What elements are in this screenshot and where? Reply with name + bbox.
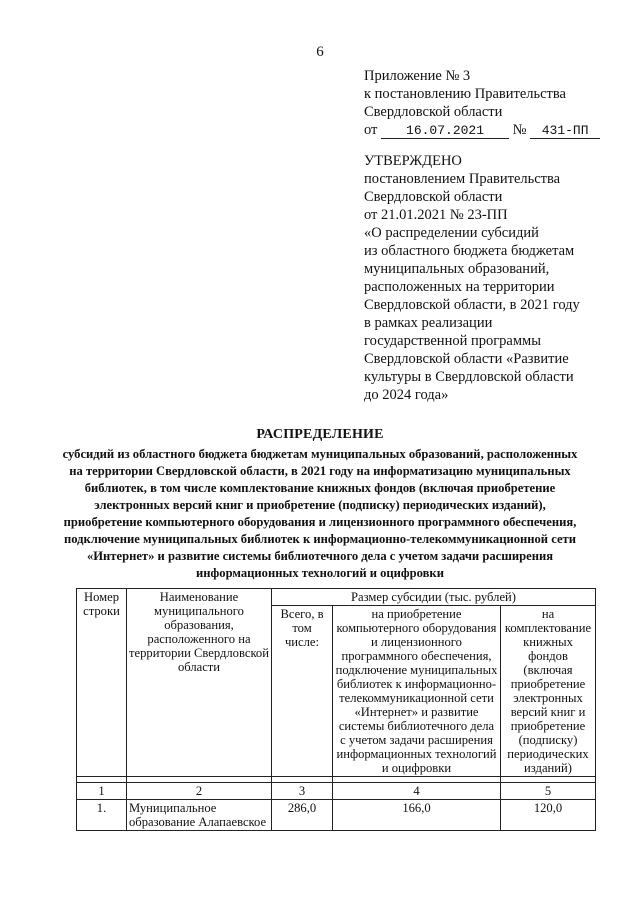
- approval-line: в рамках реализации: [364, 315, 493, 331]
- approval-line: Свердловской области «Развитие: [364, 351, 569, 367]
- approval-line: из областного бюджета бюджетам: [364, 243, 575, 259]
- header-total: Всего, в том числе:: [272, 606, 333, 777]
- decree-date: 16.07.2021: [381, 124, 509, 139]
- appendix-title: Приложение № 3: [364, 68, 471, 84]
- column-number: 4: [333, 783, 501, 800]
- subtitle-line: подключение муниципальных библиотек к информационно-телекоммуникационной сети: [63, 532, 576, 546]
- document-title: РАСПРЕДЕЛЕНИЕ: [256, 427, 384, 442]
- subtitle-line: информационных технологий и оцифровки: [196, 566, 444, 580]
- subtitle-line: на территории Свердловской области, в 2021 году на информатизацию муниципальных: [69, 464, 571, 478]
- header-book-funds: на комплектование книжных фондов (включая приобретение электронных версий книг и приобретение (подписку) периодических изданий): [501, 606, 596, 777]
- approval-block: [364, 152, 614, 404]
- approval-line: постановлением Правительства: [364, 171, 561, 187]
- appendix-decree-line: к постановлению Правительства: [364, 86, 566, 102]
- book-funds-cell: 120,0: [501, 800, 596, 831]
- column-number: 3: [272, 783, 333, 800]
- approval-line: расположенных на территории: [364, 279, 555, 295]
- appendix-region-line: Свердловской области: [364, 104, 503, 120]
- table-header-row: [77, 589, 596, 606]
- approval-line: государственной программы: [364, 333, 541, 349]
- subtitle-line: субсидий из областного бюджета бюджетам муниципальных образований, расположенных: [62, 447, 578, 461]
- approval-line: УТВЕРЖДЕНО: [364, 153, 462, 169]
- column-number-row: [77, 783, 596, 800]
- subtitle-line: «Интернет» и развитие системы библиотечного дела с учетом задачи расширения: [86, 549, 554, 563]
- column-number: 5: [501, 783, 596, 800]
- column-number: 2: [127, 783, 272, 800]
- header-subsidy-group: Размер субсидии (тыс. рублей): [272, 589, 596, 606]
- header-it-equipment: на приобретение компьютерного оборудования и лицензионного программного обеспечения, подключение муниципальных библиотек к информационно-телекоммуникационной сети «Интернет» и развитие системы библиотечного дела с учетом задачи расширения информационных технологий и оцифровки: [333, 606, 501, 777]
- approval-line: «О распределении субсидий: [364, 225, 539, 241]
- column-number: 1: [77, 783, 127, 800]
- subtitle-line: электронных версий книг и приобретение (подписку) периодических изданий),: [94, 498, 546, 512]
- page-number: 6: [316, 44, 324, 60]
- decree-number: 431-ПП: [530, 124, 600, 139]
- subsidy-table: [76, 588, 596, 831]
- header-row-number: Номер строки: [77, 589, 127, 777]
- approval-line: муниципальных образований,: [364, 261, 550, 277]
- approval-line: Свердловской области, в 2021 году: [364, 297, 580, 313]
- document-subtitle: [40, 446, 600, 582]
- header-municipality: Наименование муниципального образования, расположенного на территории Свердловской области: [127, 589, 272, 777]
- approval-line: культуры в Свердловской области: [364, 369, 574, 385]
- table-row: [77, 800, 596, 831]
- approval-line: Свердловской области: [364, 189, 503, 205]
- appendix-date-line: [364, 121, 614, 139]
- it-equipment-cell: 166,0: [333, 800, 501, 831]
- subtitle-line: библиотек, в том числе комплектование книжных фондов (включая приобретение: [84, 481, 556, 495]
- total-cell: 286,0: [272, 800, 333, 831]
- number-prefix: №: [512, 122, 527, 138]
- row-number-cell: 1.: [77, 800, 127, 831]
- subtitle-line: приобретение компьютерного оборудования и лицензионного программного обеспечения,: [63, 515, 577, 529]
- date-prefix: от: [364, 122, 378, 138]
- appendix-block: [364, 67, 614, 139]
- municipality-cell: Муниципальное образование Алапаевское: [127, 800, 272, 831]
- approval-line: от 21.01.2021 № 23-ПП: [364, 207, 508, 223]
- approval-line: до 2024 года»: [364, 387, 449, 403]
